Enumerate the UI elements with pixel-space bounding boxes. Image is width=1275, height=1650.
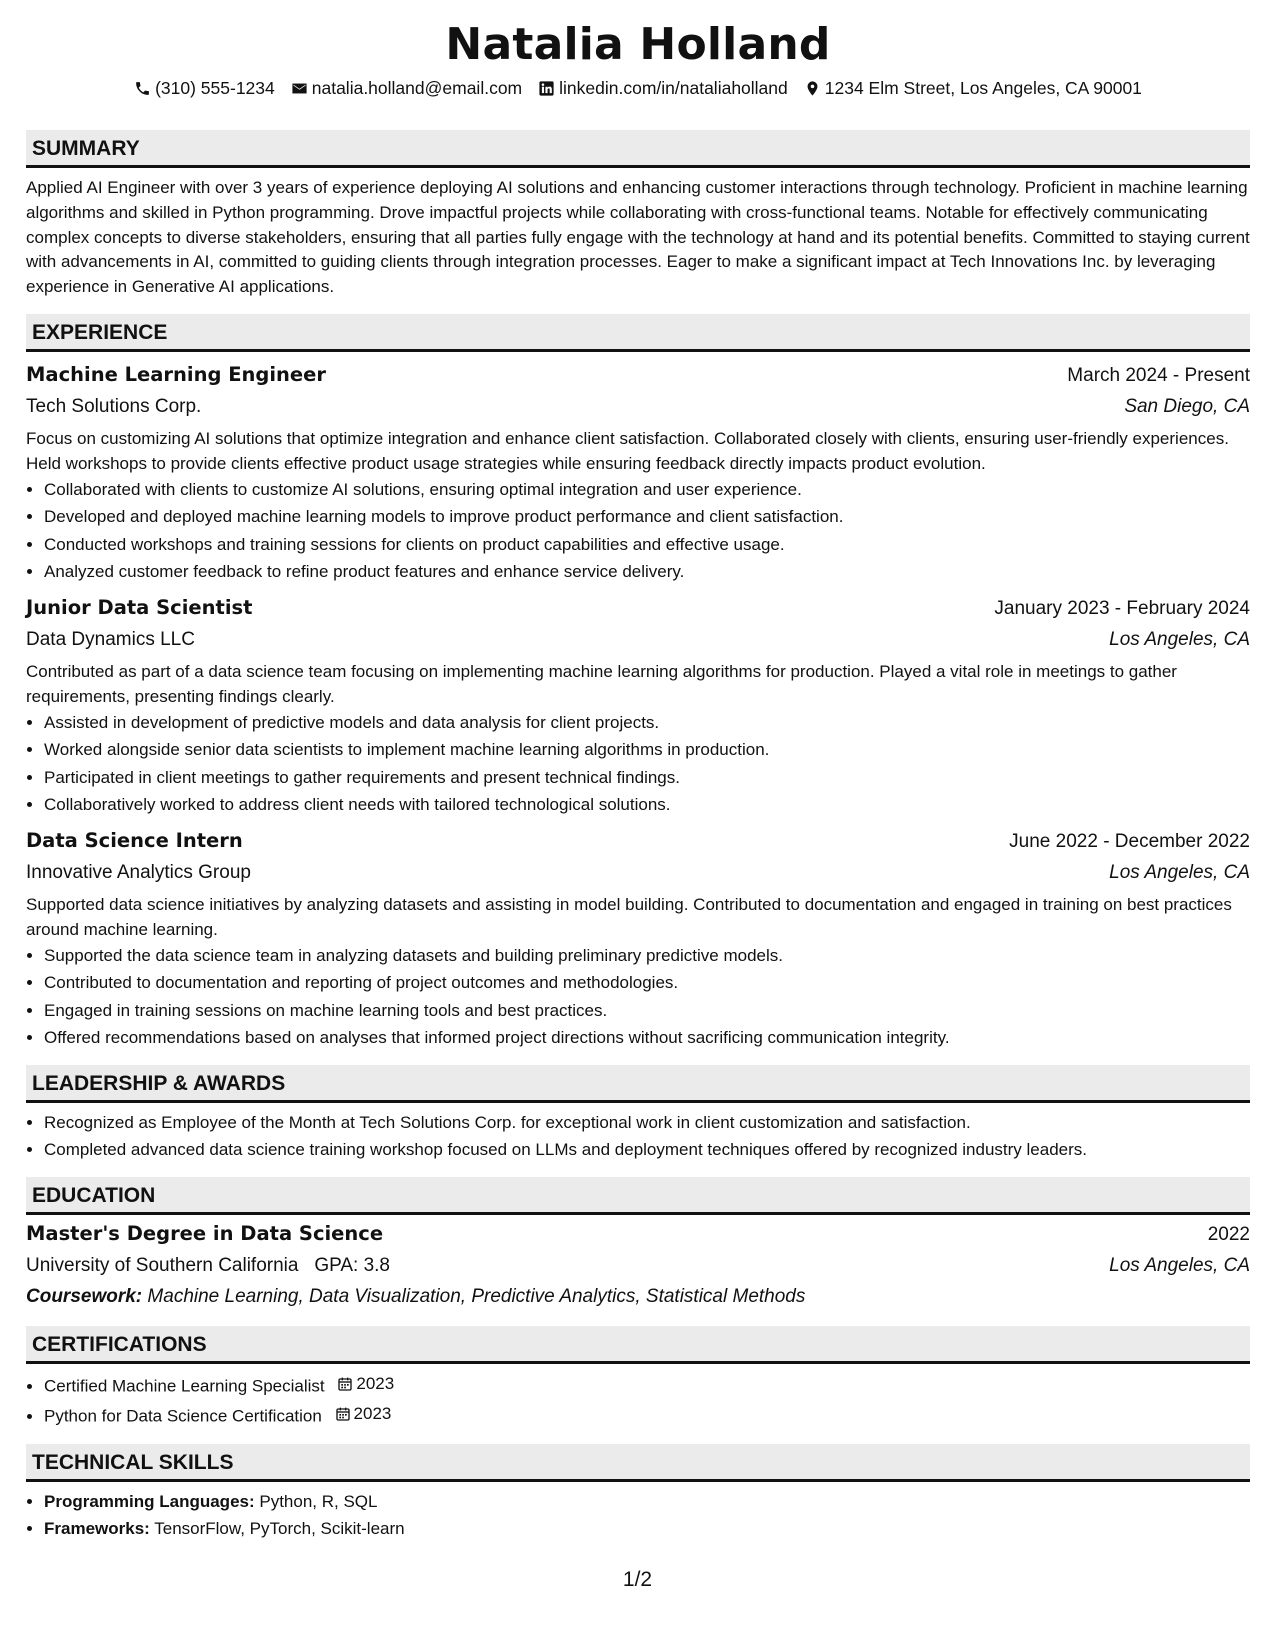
job-bullets [26, 942, 1250, 1051]
skill-label: Programming Languages: [44, 1491, 255, 1511]
education-entry [26, 1219, 1250, 1312]
leadership-list [26, 1109, 1250, 1163]
cert-year: 2023 [353, 1404, 392, 1424]
gpa: GPA: 3.8 [314, 1255, 390, 1277]
linkedin-icon [538, 80, 555, 97]
list-item: • Offered recommendations based on analyses that informed project directions without sacrificing communication integrity. [44, 1024, 1250, 1051]
job-title: Junior Data Scientist [26, 595, 253, 619]
job-dates: January 2023 - February 2024 [994, 597, 1250, 619]
list-item: • Collaborated with clients to customize AI solutions, ensuring optimal integration and user experience. [44, 476, 1250, 503]
coursework [26, 1282, 1250, 1312]
list-item: • Participated in client meetings to gather requirements and present technical findings. [44, 764, 1250, 791]
list-item: • Developed and deployed machine learning models to improve product performance and client satisfaction. [44, 503, 1250, 530]
job-entry [26, 593, 1250, 818]
skills-heading: TECHNICAL SKILLS [26, 1444, 1250, 1482]
skills-list [26, 1488, 1250, 1542]
job-bullets [26, 709, 1250, 818]
certifications-list [26, 1370, 1250, 1430]
job-company: Innovative Analytics Group [26, 861, 251, 883]
calendar-icon [335, 1406, 351, 1422]
list-item: • Contributed to documentation and reporting of project outcomes and methodologies. [44, 969, 1250, 996]
job-entry [26, 826, 1250, 1051]
job-location: Los Angeles, CA [1109, 628, 1250, 650]
skill-value: TensorFlow, PyTorch, Scikit-learn [154, 1519, 405, 1539]
contact-bar [26, 76, 1250, 100]
email-text: natalia.holland@email.com [311, 78, 523, 98]
list-item [44, 1400, 1250, 1430]
job-dates: March 2024 - Present [1067, 364, 1250, 386]
envelope-icon [291, 80, 308, 97]
candidate-name: Natalia Holland [445, 19, 831, 70]
summary-heading: SUMMARY [26, 130, 1250, 168]
skill-value: Python, R, SQL [259, 1491, 378, 1511]
school-info [26, 1250, 390, 1282]
job-description: Supported data science initiatives by analyzing datasets and assisting in model building. Contributed to documentation and engaged in training on best practices around machine learning. [26, 894, 1232, 939]
list-item: • Conducted workshops and training sessions for clients on product capabilities and effective usage. [44, 531, 1250, 558]
job-company: Tech Solutions Corp. [26, 395, 202, 417]
page-number: 1/2 [622, 1568, 653, 1591]
school-location: Los Angeles, CA [1109, 1255, 1250, 1277]
address-text: 1234 Elm Street, Los Angeles, CA 90001 [824, 78, 1142, 98]
contact-address [804, 76, 1142, 100]
list-item: • Completed advanced data science training workshop focused on LLMs and deployment techniques offered by recognized industry leaders. [44, 1136, 1250, 1163]
coursework-text: Machine Learning, Data Visualization, Predictive Analytics, Statistical Methods [147, 1286, 806, 1308]
coursework-label: Coursework: [26, 1286, 143, 1308]
cert-name: Certified Machine Learning Specialist [44, 1376, 325, 1396]
list-item: • Supported the data science team in analyzing datasets and building preliminary predictive models. [44, 942, 1250, 969]
contact-linkedin[interactable] [538, 76, 788, 100]
job-company: Data Dynamics LLC [26, 628, 195, 650]
job-title: Machine Learning Engineer [26, 362, 327, 386]
linkedin-text: linkedin.com/in/nataliaholland [559, 78, 788, 98]
job-bullets [26, 476, 1250, 585]
list-item [44, 1370, 1250, 1400]
cert-year: 2023 [356, 1374, 395, 1394]
list-item [44, 1488, 1250, 1515]
skill-label: Frameworks: [44, 1519, 150, 1539]
degree-title: Master's Degree in Data Science [26, 1222, 384, 1246]
experience-heading: EXPERIENCE [26, 314, 1250, 352]
list-item: • Recognized as Employee of the Month at Tech Solutions Corp. for exceptional work in client customization and satisfaction. [44, 1109, 1250, 1136]
phone-icon [134, 80, 151, 97]
contact-phone[interactable] [134, 76, 275, 100]
job-description: Focus on customizing AI solutions that optimize integration and enhance client satisfaction. Collaborated closely with clients, ensuring user-friendly experiences. Held workshops to provide clients effective product usage strategies while ensuring feedback directly impacts product evolution. [26, 428, 1229, 473]
cert-date [335, 1400, 392, 1427]
job-dates: June 2022 - December 2022 [1009, 830, 1250, 852]
summary-text: Applied AI Engineer with over 3 years of experience deploying AI solutions and enhancing customer interactions through technology. Proficient in machine learning algorithms and skilled in Python programming. Drove impactful projects while collaborating with cross-functional teams. Notable for effectively communicating complex concepts to diverse stakeholders, ensuring that all parties fully engage with the technology at hand and its potential benefits. Committed to staying current with advancements in AI, committed to guiding clients through integration processes. Eager to make a significant impact at Tech Innovations Inc. by leveraging experience in Generative AI applications. [26, 178, 1250, 297]
leadership-heading: LEADERSHIP & AWARDS [26, 1065, 1250, 1103]
list-item: • Worked alongside senior data scientists to implement machine learning algorithms in production. [44, 736, 1250, 763]
school-name: University of Southern California [26, 1255, 299, 1277]
job-entry [26, 360, 1250, 585]
list-item [44, 1515, 1250, 1542]
resume-page [26, 18, 1250, 1542]
job-location: Los Angeles, CA [1109, 861, 1250, 883]
list-item: • Analyzed customer feedback to refine product features and enhance service delivery. [44, 558, 1250, 585]
cert-date [337, 1370, 394, 1397]
calendar-icon [337, 1376, 353, 1392]
certifications-heading: CERTIFICATIONS [26, 1326, 1250, 1364]
list-item: • Collaboratively worked to address client needs with tailored technological solutions. [44, 791, 1250, 818]
cert-name: Python for Data Science Certification [44, 1406, 322, 1426]
job-title: Data Science Intern [26, 828, 243, 852]
list-item: • Engaged in training sessions on machine learning tools and best practices. [44, 997, 1250, 1024]
map-pin-icon [804, 80, 821, 97]
job-location: San Diego, CA [1124, 395, 1250, 417]
contact-email[interactable] [291, 76, 522, 100]
job-description: Contributed as part of a data science team focusing on implementing machine learning algorithms for production. Played a vital role in meetings to gather requirements, presenting findings clearly. [26, 661, 1177, 706]
phone-text: (310) 555-1234 [155, 78, 275, 98]
list-item: • Assisted in development of predictive models and data analysis for client projects. [44, 709, 1250, 736]
graduation-year: 2022 [1207, 1224, 1250, 1246]
education-heading: EDUCATION [26, 1177, 1250, 1215]
